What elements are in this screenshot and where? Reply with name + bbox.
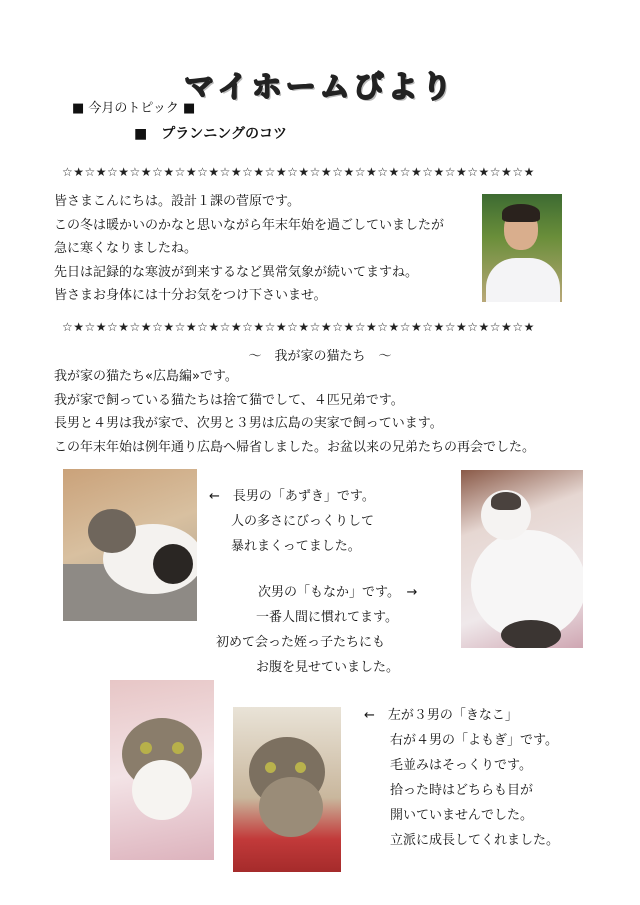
arrow-left-icon: ← [364,708,375,723]
arrow-left-icon: ← [209,489,220,504]
caption-line: 右が４男の「よもぎ」です。 [390,733,558,748]
greeting-paragraph [54,190,474,308]
greeting-line: 急に寒くなりましたね。 [54,241,198,257]
caption-line: 開いていませんでした。 [390,808,534,823]
newsletter-title: マイホームびより [184,70,456,105]
kinako-cat-photo [110,680,214,860]
caption-line: 立派に成長してくれました。 [390,833,560,848]
caption-line: お腹を見せていました。 [256,660,400,675]
greeting-line: 先日は記録的な寒波が到来するなど異常気象が続いてますね。 [54,264,419,280]
intro-line: 長男と４男は我が家で、次男と３男は広島の実家で飼っています。 [54,416,443,432]
caption-line: 暴れまくってました。 [231,539,361,554]
azuki-caption [209,484,375,559]
monaka-cat-photo [461,470,583,648]
caption-line: 人の多さにびっくりして [231,514,375,529]
intro-line: 我が家の猫たち«広島編»です。 [54,369,238,384]
caption-line: 次男の「もなか」です。 [258,585,394,600]
author-portrait-photo [482,194,562,302]
greeting-line: 皆さまこんにちは。設計１課の菅原です。 [54,194,300,209]
caption-line: 初めて会った姪っ子たちにも [216,635,386,650]
topic-label: ■ 今月のトピック ■ [72,101,196,116]
section-title: ～ 我が家の猫たち ～ [248,349,392,364]
azuki-cat-photo [63,469,197,621]
star-separator: ☆★☆★☆★☆★☆★☆★☆★☆★☆★☆★☆★☆★☆★☆★☆★☆★☆★☆★☆★☆★☆★ [62,165,535,179]
caption-line: 長男の「あずき」です。 [232,489,375,504]
monaka-caption [216,580,417,680]
caption-line: 毛並みはそっくりです。 [390,758,532,773]
caption-line: 一番人間に慣れてます。 [256,610,398,625]
greeting-line: この冬は暖かいのかなと思いながら年末年始を過ごしていましたが [54,217,445,233]
greeting-line: 皆さまお身体には十分お気をつけ下さいませ。 [54,288,327,304]
topic-heading: ■ プランニングのコツ [134,126,287,142]
caption-line: 左が３男の「きなこ」 [387,708,518,723]
kinako-yomogi-caption [364,703,559,853]
intro-line: 我が家で飼っている猫たちは捨て猫でして、４匹兄弟です。 [54,392,404,408]
arrow-right-icon: → [406,585,418,600]
star-separator: ☆★☆★☆★☆★☆★☆★☆★☆★☆★☆★☆★☆★☆★☆★☆★☆★☆★☆★☆★☆★☆★ [62,320,535,334]
intro-line: この年末年始は例年通り広島へ帰省しました。お盆以来の兄弟たちの再会でした。 [54,439,536,455]
cats-intro-paragraph [54,365,594,459]
yomogi-cat-photo [233,707,341,872]
caption-line: 拾った時はどちらも目が [390,783,534,798]
